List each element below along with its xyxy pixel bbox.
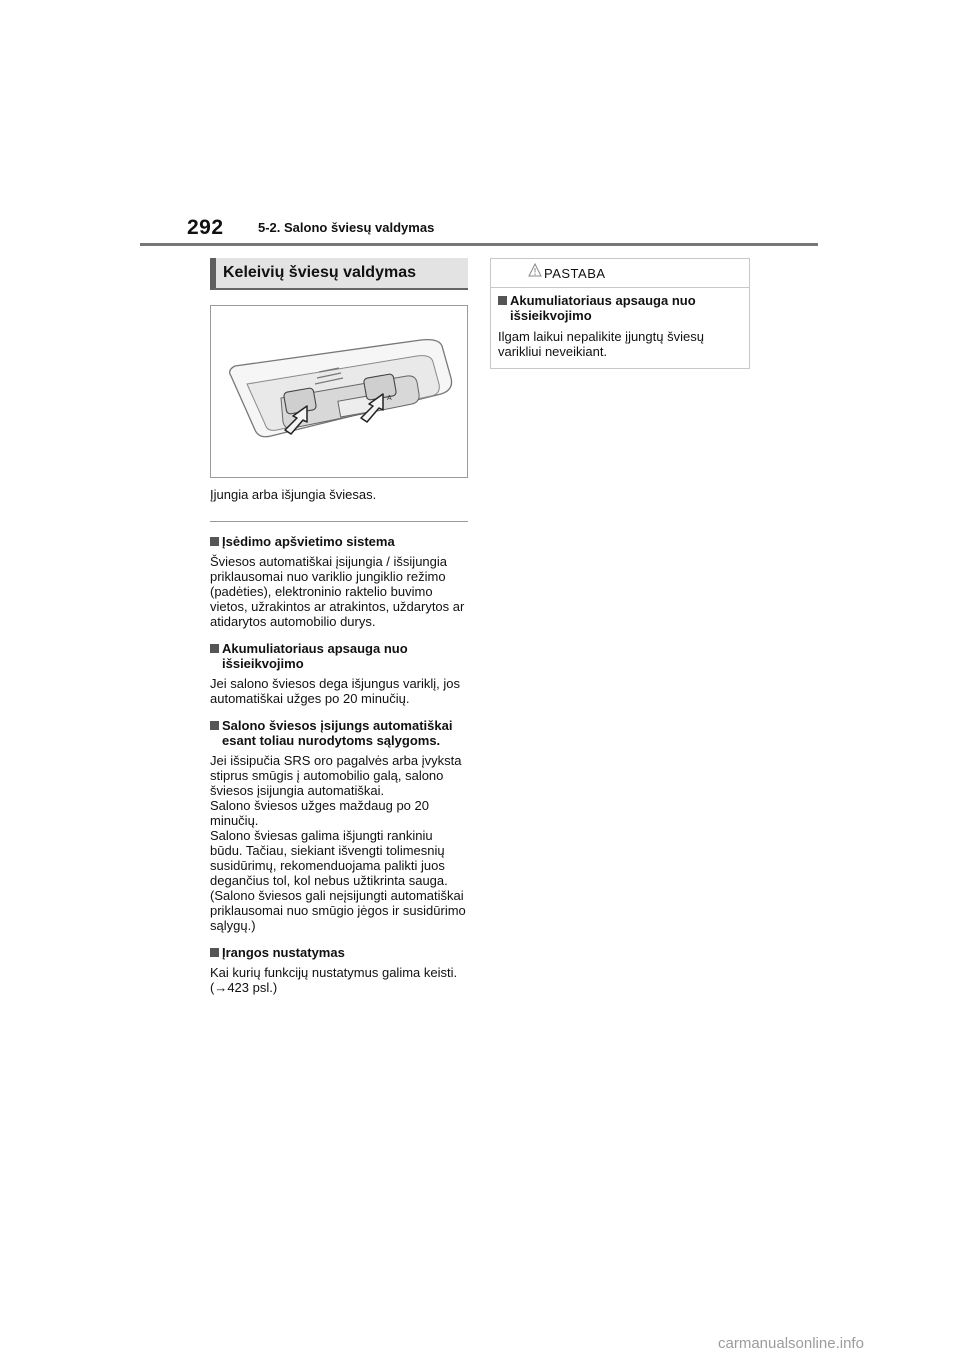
item-text: Kai kurių funkcijų nustatymus galima keisti. (→423 psl.) bbox=[210, 965, 458, 995]
section-heading: Keleivių šviesų valdymas bbox=[210, 258, 468, 290]
list-item bbox=[210, 945, 468, 995]
bullet-square-icon bbox=[498, 296, 507, 305]
overhead-console-illustration bbox=[211, 306, 467, 477]
overhead-light-figure bbox=[210, 305, 468, 478]
notice-box bbox=[490, 258, 750, 369]
section-title: 5-2. Salono šviesų valdymas bbox=[258, 220, 435, 235]
divider bbox=[210, 521, 468, 522]
notice-title: Akumuliatoriaus apsauga nuo išsieikvojimo bbox=[510, 293, 696, 323]
bullet-square-icon bbox=[210, 537, 219, 546]
item-title: Įsėdimo apšvietimo sistema bbox=[222, 534, 395, 549]
item-text: Jei išsipučia SRS oro pagalvės arba įvyksta stiprus smūgis į automobilio galą, salono šviesos įsijungia automatiškai. Salono šviesos užges maždaug po 20 minučių. Salono šviesas galima išjungti rankiniu būdu. Tačiau, siekiant išvengti tolimesnių susidūrimų, rekomenduojama palikti juos degančius tol, kol nebus užtikrinta sauga. (Salono šviesos gali neįsijungti automatiškai priklausomai nuo smūgio jėgos ir susidūrimo sąlygų.) bbox=[210, 753, 466, 933]
watermark: carmanualsonline.info bbox=[718, 1335, 864, 1352]
warning-triangle-icon bbox=[528, 263, 542, 277]
list-item bbox=[210, 718, 468, 933]
bullet-square-icon bbox=[210, 948, 219, 957]
item-title: Akumuliatoriaus apsauga nuo išsieikvojimo bbox=[222, 641, 408, 671]
figure-caption: Įjungia arba išjungia šviesas. bbox=[210, 487, 377, 502]
item-title: Įrangos nustatymas bbox=[222, 945, 345, 960]
notice-text: Ilgam laikui nepalikite įjungtų šviesų varikliui neveikiant. bbox=[498, 329, 704, 359]
header-rule bbox=[140, 243, 818, 246]
bullet-square-icon bbox=[210, 644, 219, 653]
notice-body bbox=[491, 288, 749, 359]
item-text: Šviesos automatiškai įsijungia / išsijungia priklausomai nuo variklio jungiklio režimo (padėties), elektroninio raktelio buvimo vietos, užrakintos ar atrakintos, uždarytos ar atidarytos automobilio durys. bbox=[210, 554, 465, 629]
bullet-square-icon bbox=[210, 721, 219, 730]
list-item bbox=[210, 534, 468, 629]
item-text: Jei salono šviesos dega išjungus variklį, jos automatiškai užges po 20 minučių. bbox=[210, 676, 461, 706]
right-button-label: A bbox=[387, 395, 392, 402]
list-item bbox=[210, 641, 468, 706]
notice-label: PASTABA bbox=[544, 266, 606, 281]
item-title: Salono šviesos įsijungs automatiškai esant toliau nurodytoms sąlygoms. bbox=[222, 718, 453, 748]
left-column bbox=[210, 258, 468, 995]
notice-header bbox=[491, 259, 749, 288]
page-number: 292 bbox=[187, 216, 224, 239]
